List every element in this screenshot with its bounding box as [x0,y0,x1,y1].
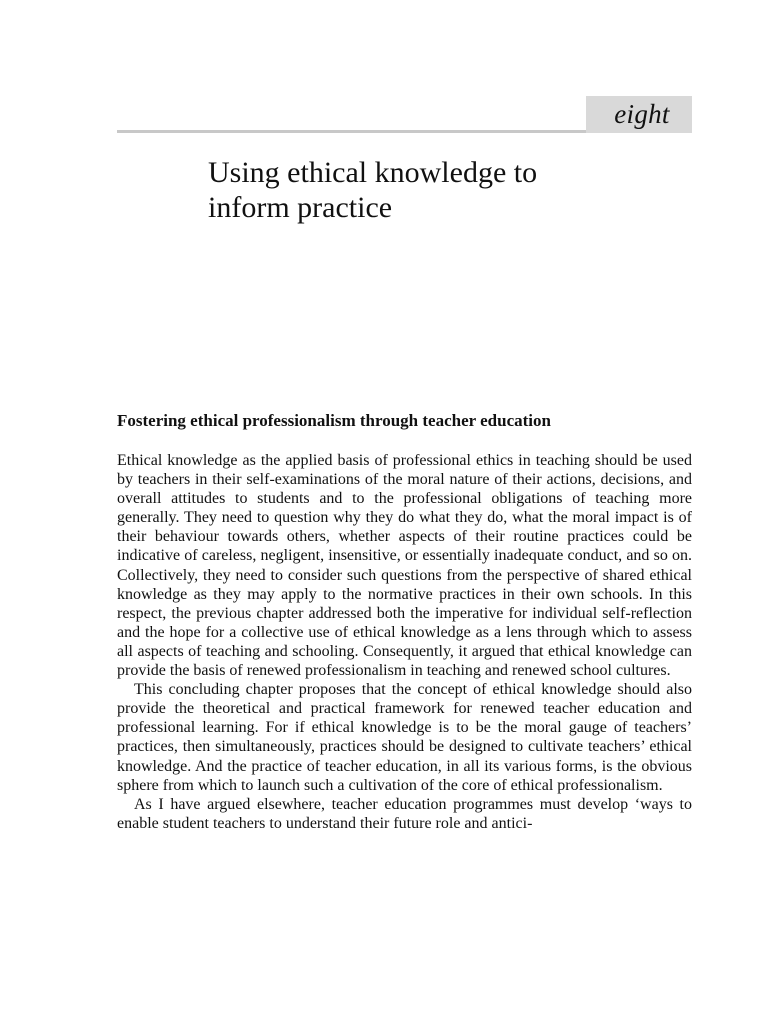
chapter-number-tab [586,96,692,133]
section-heading: Fostering ethical professionalism through teacher education [117,411,551,430]
body-text [117,451,692,833]
paragraph-1: Ethical knowledge as the applied basis of professional ethics in teaching should be used by teachers in their self-examinations of the moral nature of their actions, decisions, and overall attitudes to students and to the professional obligations of teaching more generally. They need to question why they do what they do, what the moral impact is of their behaviour towards others, whether aspects of their routine practices could be indicative of careless, negligent, insensitive, or essentially inadequate conduct, and so on. Collectively, they need to consider such questions from the perspective of shared ethical knowledge as they may apply to the normative practices in their own schools. In this respect, the previous chapter addressed both the imperative for individual self-reflection and the hope for a collective use of ethical knowledge as a lens through which to assess all aspects of teaching and schooling. Consequently, it argued that ethical knowledge can provide the basis of renewed professionalism in teaching and renewed school cultures. [117,452,692,680]
chapter-header-rule [117,130,586,133]
paragraph-2: This concluding chapter proposes that the concept of ethical knowledge should also provide the theoretical and practical framework for renewed teacher education and professional learning. For if ethical knowledge is to be the moral gauge of teachers’ practices, then simultaneously, practices should be designed to cultivate teachers’ ethical knowledge. And the practice of teacher education, in all its various forms, is the obvious sphere from which to launch such a cultivation of the core of ethical professionalism. [117,681,692,794]
chapter-title-line-1: Using ethical knowledge to [208,156,538,189]
chapter-title [208,155,688,225]
chapter-title-line-2: inform practice [208,191,393,224]
chapter-number-label: eight [614,99,670,129]
paragraph-3: As I have argued elsewhere, teacher education programmes must develop ‘ways to enable student teachers to understand their future role and antici- [117,795,692,832]
